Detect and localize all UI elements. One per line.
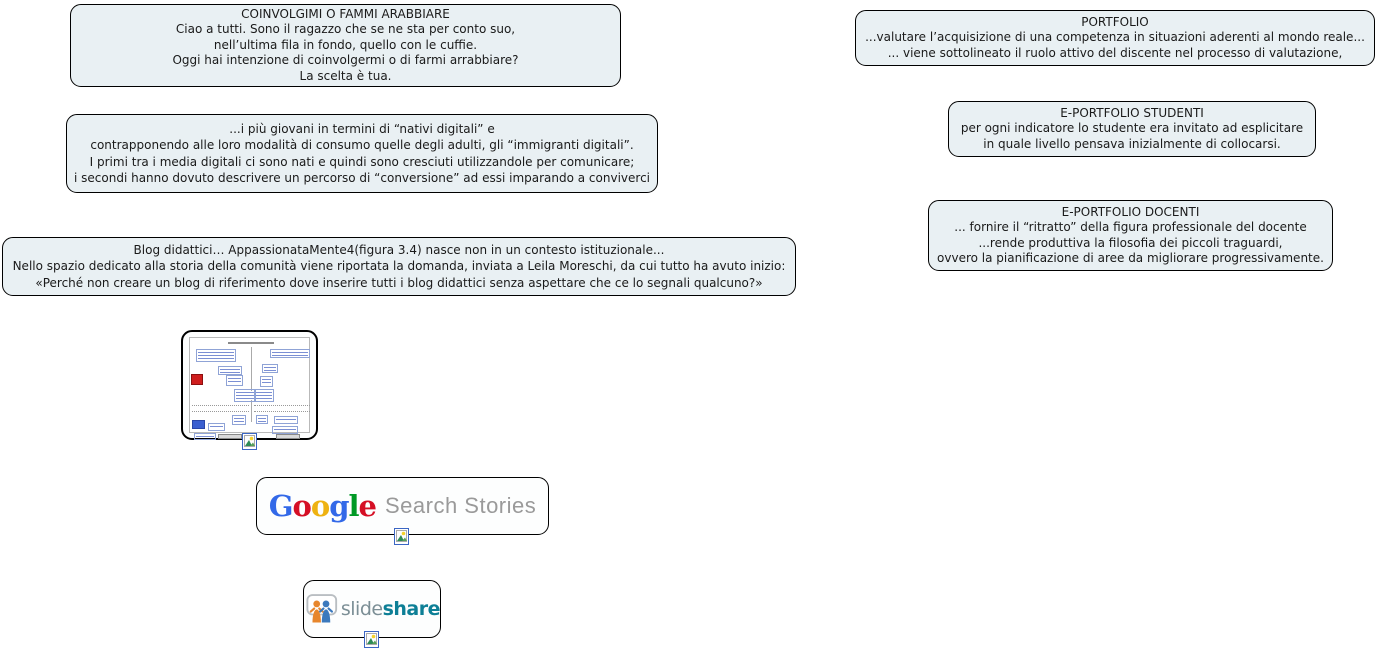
mini-label: [276, 434, 300, 439]
thumbnail-link-row: [192, 405, 249, 406]
note-title: E-PORTFOLIO STUDENTI: [1060, 105, 1204, 120]
slideshare-word-slide: slide: [340, 598, 383, 620]
note-line: Nello spazio dedicato alla storia della comunità viene riportata la domanda, inviata a Leila Moreschi, da cui tutto ha avuto inizio:: [12, 259, 786, 274]
note-box-coinvolgimi: [70, 4, 621, 87]
blog-map-thumbnail[interactable]: [181, 330, 318, 440]
note-line: I primi tra i media digitali ci sono nati e quindi sono cresciuti utilizzandole per comunicare;: [89, 154, 635, 169]
note-title: E-PORTFOLIO DOCENTI: [1061, 204, 1200, 219]
mini-box: [260, 376, 273, 387]
mini-box: [272, 426, 298, 434]
mini-box: [196, 349, 236, 362]
mini-box: [218, 366, 242, 375]
note-line: in quale livello pensava inizialmente di collocarsi.: [983, 136, 1281, 151]
slideshare-word-share: share: [382, 598, 440, 620]
slideshare-people-icon: [304, 593, 338, 625]
note-line: ovvero la pianificazione di aree da migliorare progressivamente.: [937, 251, 1324, 265]
google-letter: G: [268, 489, 293, 523]
image-placeholder-icon[interactable]: [242, 433, 257, 450]
note-box-nativi-digitali: [66, 114, 658, 193]
mini-box-blue: [192, 420, 205, 429]
google-search-stories-logo[interactable]: [256, 477, 549, 535]
note-line: i secondi hanno dovuto descrivere un percorso di “conversione” ad essi imparando a conviverci: [74, 171, 650, 185]
mini-box: [208, 423, 225, 431]
note-line: Blog didattici… AppassionataMente4(figura 3.4) nasce non in un contesto istituzionale...: [133, 242, 665, 257]
note-line: Oggi hai intenzione di coinvolgermi o di farmi arrabbiare?: [172, 53, 519, 68]
note-line: per ogni indicatore lo studente era invitato ad esplicitare: [960, 121, 1304, 136]
slideshare-logo[interactable]: [303, 580, 441, 638]
mini-box: [234, 389, 256, 402]
note-title: COINVOLGIMI O FAMMI ARABBIARE: [241, 6, 450, 21]
mini-box-red: [191, 374, 203, 385]
image-placeholder-icon[interactable]: [394, 528, 409, 545]
google-letter: e: [358, 489, 376, 523]
mini-box: [254, 389, 274, 402]
note-line: La scelta è tua.: [299, 68, 392, 83]
thumbnail-title-line: [228, 342, 274, 344]
thumbnail-link-row: [254, 405, 310, 406]
google-wordmark: [269, 489, 376, 523]
note-box-blog-didattici: [2, 237, 796, 296]
mini-box: [226, 375, 243, 386]
note-line: ... fornire il “ritratto” della figura professionale del docente: [954, 220, 1307, 234]
mini-box: [274, 416, 298, 424]
note-box-eportfolio-docenti: [928, 200, 1333, 271]
note-line: nell’ultima fila in fondo, quello con le cuffie.: [213, 37, 478, 52]
mini-box: [256, 415, 268, 424]
mini-label: [218, 434, 242, 439]
note-line: Ciao a tutti. Sono il ragazzo che se ne sta per conto suo,: [175, 22, 516, 37]
thumbnail-link-row: [192, 411, 249, 412]
mini-box: [270, 349, 310, 358]
mini-box: [194, 433, 216, 440]
search-stories-label: Search Stories: [384, 493, 537, 518]
mini-box: [232, 415, 246, 425]
mini-box: [262, 364, 278, 373]
google-letter: o: [310, 489, 330, 523]
note-line: ...rende produttiva la filosofia dei piccoli traguardi,: [978, 235, 1283, 250]
note-title: PORTFOLIO: [1081, 14, 1149, 29]
thumbnail-link-row: [254, 411, 310, 412]
note-line: ...i più giovani in termini di “nativi digitali” e: [229, 121, 495, 136]
note-line: ...valutare l’acquisizione di una competenza in situazioni aderenti al mondo reale...: [865, 30, 1365, 45]
image-placeholder-icon[interactable]: [364, 631, 379, 648]
google-letter: o: [292, 489, 311, 523]
note-line: ... viene sottolineato il ruolo attivo del discente nel processo di valutazione,: [887, 45, 1343, 60]
thumbnail-divider: [251, 347, 252, 422]
note-box-portfolio: [855, 10, 1375, 66]
thumbnail-page: [189, 337, 310, 433]
note-box-eportfolio-studenti: [948, 101, 1316, 157]
google-letter: l: [348, 489, 359, 523]
note-line: contrapponendo alle loro modalità di consumo quelle degli adulti, gli “immigranti digitali”.: [90, 138, 634, 152]
google-letter: g: [329, 489, 349, 523]
note-line: «Perché non creare un blog di riferimento dove inserire tutti i blog didattici senza aspettare che ce lo segnali qualcuno?»: [35, 275, 763, 290]
